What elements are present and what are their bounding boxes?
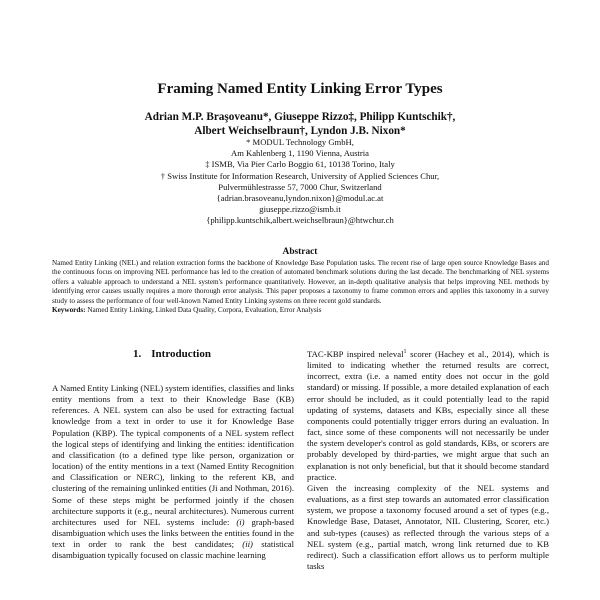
body-text: scorer (Hachey et al., 2014), which is limited to indicating whether the returned results are correct, incorrect, extra (i.e. a named entity does not occur in the gold standard) or missing. If possible, a more detailed explanation of each error should be included, as it could potentially lead to the rapid updating of systems, datasets and KBs, especially since all these components could potentially trigger errors during an evaluation. In fact, since some of these components will not necessarily be under the system developer's control as gold standards, KBs, or scorers are probably developed by third-parties, we might argue that such an explanation is not only beneficial, but that it should become standard practice. [307, 349, 549, 482]
affiliation-line: † Swiss Institute for Information Research, University of Applied Sciences Chur, [160, 170, 440, 181]
body-paragraph: Given the increasing complexity of the NEL systems and evaluations, as a first step towards an automated error classification system, we propose a taxonomy focused around a set of types (e.g., Knowledge Base, Dataset, Annotator, NIL Clustering, Scorer, etc.) and sub-types (causes) as reflected through the various steps of a NEL system (e.g., partial match, wrong link returned due to KB redirect). Such a classification effort allows us to perform multiple tasks [307, 482, 549, 571]
affiliation-line: Am Kahlenberg 1, 1190 Vienna, Austria [231, 148, 369, 159]
footnote-marker[interactable]: 1 [403, 349, 407, 356]
intro-text: A Named Entity Linking (NEL) system identifies, classifies and links entity mentions from a text to their Knowledge Base (KB) references. A NEL system can also be used for extracting factual knowledge from a text in order to use it for Knowledge Base Population (KBP). The typical components of a NEL system reflect the logical steps of identifying and linking the entities: identification and classification (to a defined type like person, organization or location) of the entity mentions in a text (Named Entity Recognition and Classification or NERC), linking to the referent KB, and clustering of the remaining unlinked entities (Ji and Nothman, 2016). Some of these steps might be performed jointly if the chosen architecture supports it (e.g., neural architectures). Numerous current architectures used for NEL systems include: [52, 383, 294, 527]
abstract-text: Named Entity Linking (NEL) and relation extraction forms the backbone of Knowledge Base Population tasks. The recent rise of large open source Knowledge Bases and the continuous focus on improving NEL performance has led to the creation of automated benchmark solutions during the last decade. The benchmarking of NEL systems offers a valuable approach to understand a NEL system's performance quantitatively. However, an in-depth qualitative analysis that helps improving NEL methods by identifying error causes usually requires a more thorough error analysis. This paper proposes a taxonomy to frame common errors and applies this taxonomy in a survey study to assess the performance of four well-known Named Entity Linking systems on three recent gold standards. [52, 259, 549, 305]
enum-marker: (ii) [242, 539, 253, 550]
body-paragraph [307, 349, 549, 483]
enum-text: graph-based disambiguation which uses the links between the entities found in the text in order to rank the best candidates; [52, 516, 295, 550]
section-title: Introduction [151, 348, 211, 360]
section-number: 1. [133, 348, 142, 360]
keywords-text: Named Entity Linking, Linked Data Quality, Corpora, Evaluation, Error Analysis [87, 306, 322, 315]
keywords [52, 306, 549, 315]
email-line: {philipp.kuntschik,albert.weichselbraun}@htwchur.ch [206, 215, 394, 226]
enum-marker: (i) [236, 516, 245, 527]
body-paragraph [52, 383, 294, 562]
affiliation-line: ‡ ISMB, Via Pier Carlo Boggio 61, 10138 Torino, Italy [205, 159, 395, 170]
author-line-2: Albert Weichselbraun†, Lyndon J.B. Nixon* [194, 125, 406, 137]
author-line-1: Adrian M.P. Braşoveanu*, Giuseppe Rizzo‡, Philipp Kuntschik†, [144, 111, 456, 123]
paper-title: Framing Named Entity Linking Error Types [157, 81, 443, 97]
email-line: giuseppe.rizzo@ismb.it [259, 204, 341, 215]
left-column [52, 383, 294, 562]
affiliation-line: * MODUL Technology GmbH, [246, 137, 354, 147]
abstract-heading: Abstract [282, 247, 318, 257]
enum-text: statistical disambiguation typically focused on classic machine learning [52, 539, 295, 561]
affiliations [60, 137, 540, 227]
author-list [60, 110, 540, 138]
abstract-body [52, 259, 549, 315]
email-line: {adrian.brasoveanu,lyndon.nixon}@modul.ac.at [216, 193, 384, 204]
right-column [307, 349, 549, 572]
affiliation-line: Pulvermühlestrasse 57, 7000 Chur, Switzerland [218, 181, 382, 192]
body-text: TAC-KBP inspired neleval [307, 349, 404, 359]
keywords-label: Keywords: [52, 306, 86, 315]
section-heading [52, 348, 292, 361]
